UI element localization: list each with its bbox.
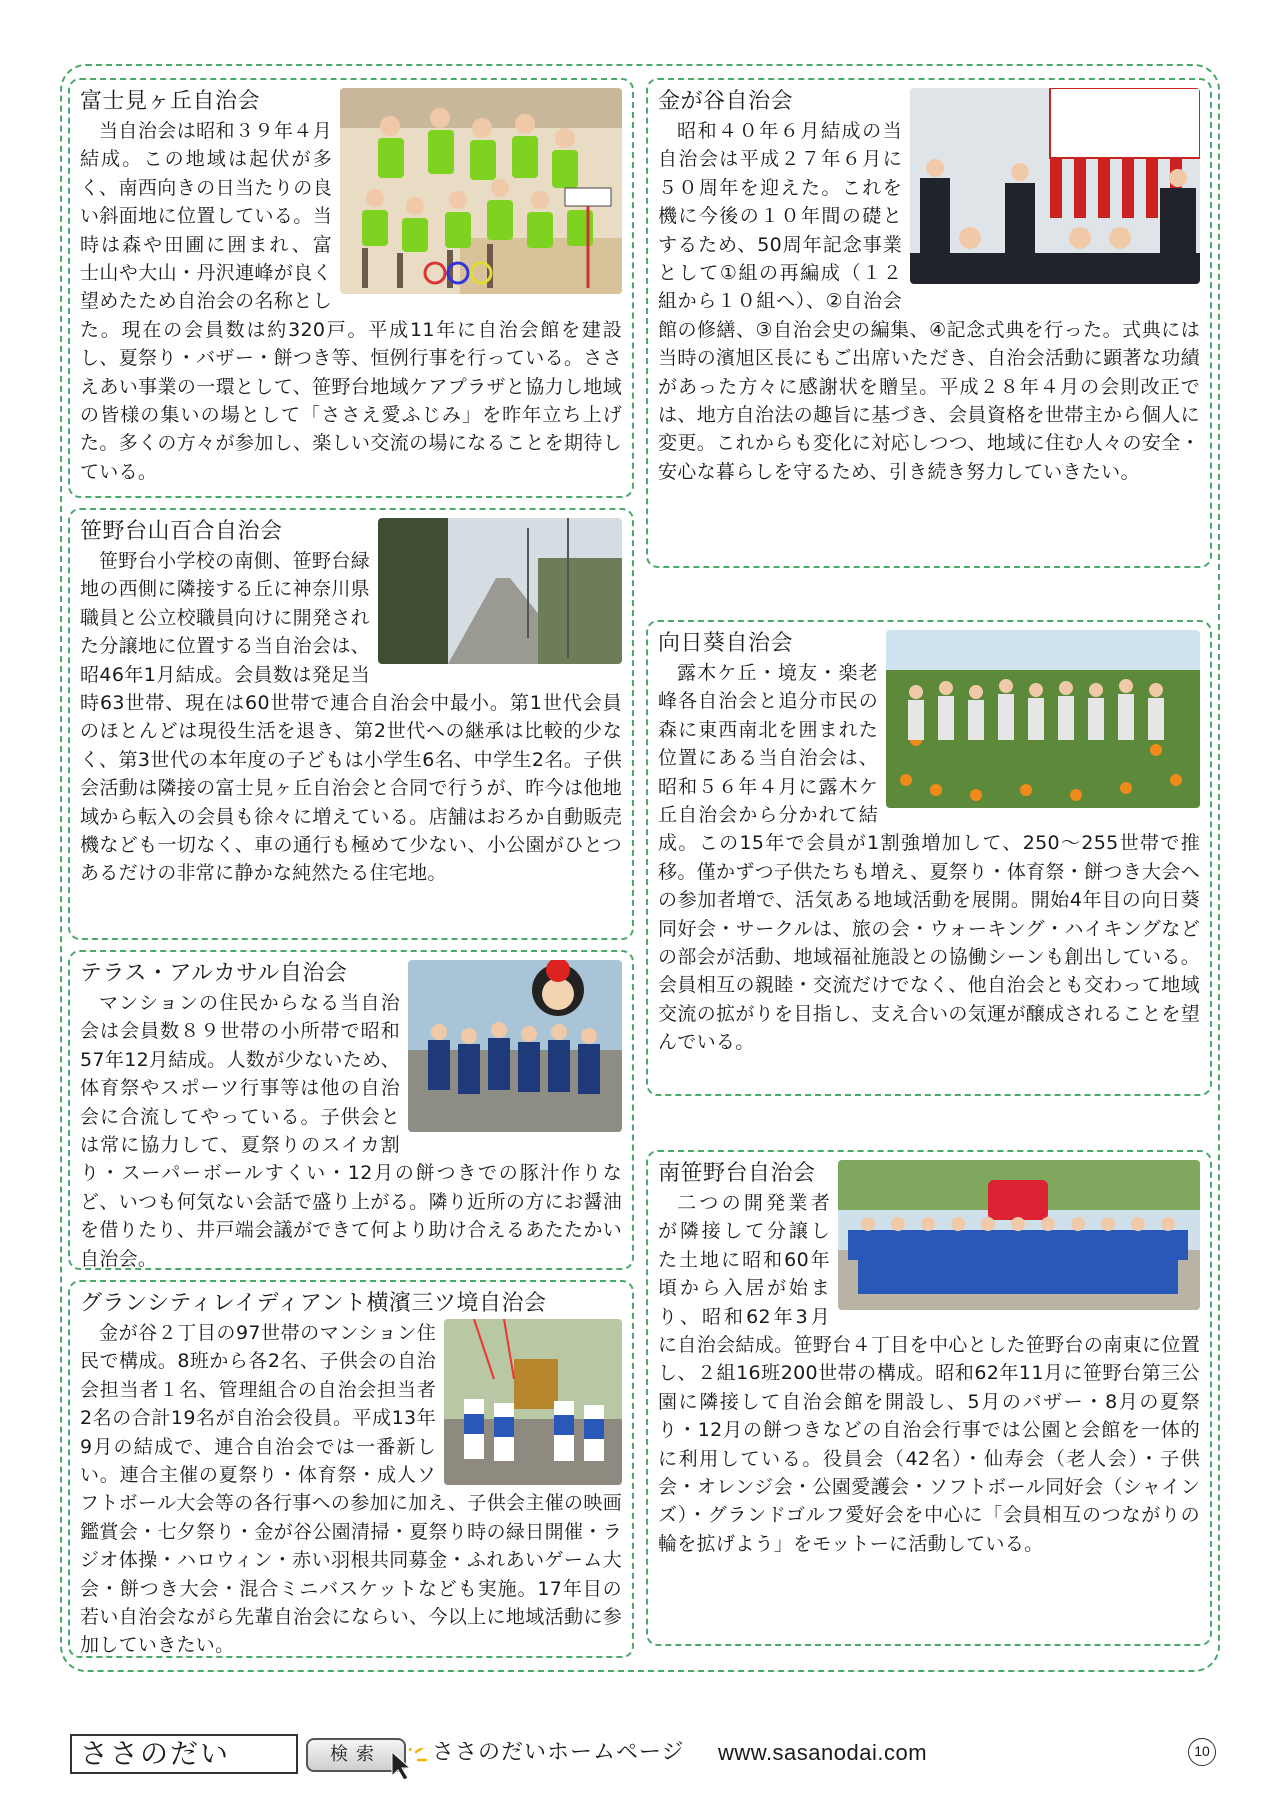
article-minami bbox=[646, 1150, 1212, 1646]
photo-yamayuri-street bbox=[378, 518, 622, 664]
article-title: 金が谷自治会 bbox=[658, 89, 794, 114]
homepage-label: ささのだいホームページ bbox=[432, 1740, 685, 1765]
photo-fujimigaoka-group bbox=[340, 88, 622, 294]
search-button[interactable]: 検索 bbox=[306, 1738, 406, 1772]
article-body: 二つの開発業者が隣接して分譲した土地に昭和60年頃から入居が始まり、昭和62年3月に自治会結成。笹野台４丁目を中心とした笹野台の南東に位置し、２組16班200世帯の構成。昭和62年11月に笹野台第三公園に隣接して自治会館を開設し、5月のバザー・8月の夏祭り・12月の餅つきなどの自治会行事では公園と会館を一体的に利用している。役員会（42名）・仙寿会（老人会）・子供会・オレンジ会・公園愛護会・ソフトボール同好会（シャインズ）・グランドゴルフ愛好会を中心に「会員相互のつながりの輪を拡げよう」をモットーに活動している。 bbox=[658, 1192, 1200, 1555]
article-body: 昭和４０年６月結成の当自治会は平成２７年６月に５０周年を迎えた。これを機に今後の１０年間の礎とするため、50周年記念事業として①組の再編成（１２組から１０組へ）、②自治会館の修繕、③自治会史の編集、④記念式典を行った。式典には当時の濱旭区長にもご出席いただき、自治会活動に顕著な功績があった方々に感謝状を贈呈。平成２８年４月の会則改正では、地方自治法の趣旨に基づき、会員資格を世帯主から個人に変更。これからも変化に対応しつつ、地域に住む人々の安全・安心な暮らしを守るため、引き続き努力していきたい。 bbox=[658, 120, 1200, 483]
homepage-url[interactable]: www.sasanodai.com bbox=[718, 1740, 928, 1765]
article-kanegaya bbox=[646, 78, 1212, 568]
article-title: 富士見ヶ丘自治会 bbox=[80, 89, 261, 114]
article-body: 露木ケ丘・境友・楽老峰各自治会と追分市民の森に東西南北を囲まれた位置にある当自治会は、昭和５６年４月に露木ケ丘自治会から分かれて結成。この15年で会員が1割強増加して、250～255世帯で推移。僅かずつ子供たちも増え、夏祭り・体育祭・餅つき大会への参加者増で、活気ある地域活動を展開。開始4年目の向日葵同好会・サークルは、旅の会・ウォーキング・ハイキングなどの部会が活動、地域福祉施設との協働シーンも創出している。会員相互の親睦・交流だけでなく、他自治会とも交わって地域交流の拡がりを目指し、支え合いの気運が醸成されることを望んでいる。 bbox=[658, 662, 1200, 1054]
article-title: 南笹野台自治会 bbox=[658, 1161, 816, 1186]
article-body: 金が谷２丁目の97世帯のマンション住民で構成。8班から各2名、子供会の自治会担当者１名、管理組合の自治会担当者2名の合計19名が自治会役員。平成13年9月の結成で、連合自治会では一番新しい。連合主催の夏祭り・体育祭・成人ソフトボール大会等の各行事への参加に加え、子供会主催の映画鑑賞会・七夕祭り・金が谷公園清掃・夏祭り時の緑日開催・ラジオ体操・ハロウィン・赤い羽根共同募金・ふれあいゲーム大会・餅つき大会・混合ミニバスケットなども実施。17年目の若い自治会ながら先輩自治会にならい、今以上に地域活動に参加していきたい。 bbox=[80, 1322, 622, 1657]
photo-grandcity-mikoshi bbox=[444, 1319, 622, 1485]
article-grandcity bbox=[68, 1280, 634, 1658]
article-fujimigaoka bbox=[68, 78, 634, 498]
article-title: グランシティレイディアント横濱三ツ境自治会 bbox=[80, 1291, 547, 1316]
article-yamayuri bbox=[68, 508, 634, 940]
photo-terrace-festival bbox=[408, 960, 622, 1132]
article-body: 当自治会は昭和３９年４月結成。この地域は起伏が多く、南西向きの日当たりの良い斜面地に位置している。当時は森や田圃に囲まれ、富士山や大山・丹沢連峰が良く望めたため自治会の名称とした。現在の会員数は約320戸。平成11年に自治会館を建設し、夏祭り・バザー・餅つき等、恒例行事を行っている。ささえあい事業の一環として、笹野台地域ケアプラザと協力し地域の皆様の集いの場として「ささえ愛ふじみ」を昨年立ち上げた。多くの方々が参加し、楽しい交流の場になることを期待している。 bbox=[80, 120, 622, 483]
pointer-cursor-icon bbox=[388, 1748, 428, 1782]
article-title: 笹野台山百合自治会 bbox=[80, 519, 283, 544]
article-title: テラス・アルカサル自治会 bbox=[80, 961, 348, 986]
photo-kanegaya-ceremony bbox=[910, 88, 1200, 284]
article-body: 笹野台小学校の南側、笹野台緑地の西側に隣接する丘に神奈川県職員と公立校職員向けに開発された分譲地に位置する当自治会は、昭46年1月結成。会員数は発足当時63世帯、現在は60世帯で連合自治会中最小。第1世代会員のほとんどは現役生活を退き、第2世代への継承は比較的少なく、第3世代の本年度の子どもは小学生6名、中学生2名。子供会活動は隣接の富士見ヶ丘自治会と合同で行うが、昨今は他地域から転入の会員も徐々に増えている。店舗はおろか自動販売機なども一切なく、車の通行も極めて少ない、小公園がひとつあるだけの非常に静かな純然たる住宅地。 bbox=[80, 550, 622, 885]
article-himawari bbox=[646, 620, 1212, 1096]
page-number: 10 bbox=[1188, 1738, 1216, 1766]
photo-minami-group bbox=[838, 1160, 1200, 1310]
article-terrace bbox=[68, 950, 634, 1270]
photo-himawari-group bbox=[886, 630, 1200, 808]
article-title: 向日葵自治会 bbox=[658, 631, 794, 656]
search-input[interactable]: ささのだい bbox=[70, 1734, 298, 1774]
article-body: マンションの住民からなる当自治会は会員数８９世帯の小所帯で昭和57年12月結成。人数が少ないため、体育祭やスポーツ行事等は他の自治会に合流してやっている。子供会とは常に協力して、夏祭りのスイカ割り・スーパーボールすくい・12月の餅つきでの豚汁作りなど、いつも何気ない会話で盛り上がる。隣り近所の方にお醤油を借りたり、井戸端会議ができて何より助け合えるあたたかい自治会。 bbox=[80, 992, 622, 1270]
